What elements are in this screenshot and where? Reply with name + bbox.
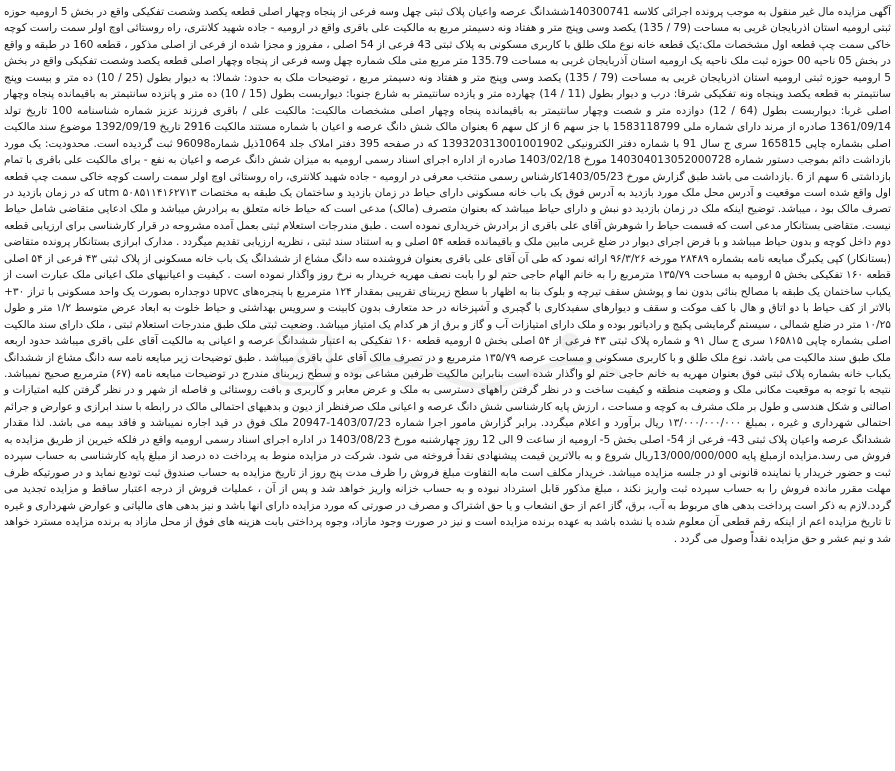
notice-text: آگهی مزایده مال غیر منقول به موجب پرونده اجرائی کلاسه 140300741ششدانگ عرصه واعیان پلاک ثبتی چهل وسه فرعی از پنجاه وچهار اصلی قطعه یکصد وشصت تفکیکی واقع در بخش 5 ارومیه حوزه ثبتی ارومیه استان اذربایجان غربی به مساحت (79 / 135) یکصد وسی وپنج متر و هفتاد ونه دسیمتر مربع به مالکیت علی باقری واقع در ارومیه - جاده شهید کلانتری، راه روستائی اوچ اولر سمت راست کوچه خاکی سمت چپ قطعه اول مشخصات ملک:یک قطعه خانه نوع ملک طلق با کاربری مسکونی به پلاک ثبتی 43 فرعی از 54 اصلی ، مفروز و مجزا شده از فرعی از اصلی مذکور ، قطعه 160 در طبقه و واقع در بخش 05 ناحیه 00 حوزه ثبت ملک ناحیه یک ارومیه استان آذربایجان غربی به مساحت 135.79 متر مربع متی ملک شماره چهل وسه فرعی از پنجاه وچهار اصلی قطعه یکصد وشصت تفکیکی واقع در بخش 5 ارومیه حوزه ثبتی ارومیه استان اذربایجان غربی به مساحت (79 / 135) یکصد وسی وپنج متر و هفتاد ونه دسیمتر مربع ، توضیحات ملک به حدود: شمالا: به دیوار بطول (25 / 10) ده متر و بیست وپنج سانتیمتر به قطعه یکصد وپنجاه ونه تفکیکی شرقا: درب و دیوار بطول (11 / 14) چهارده متر و یازده سانتیمتر به شارع جنوبا: دیواربست بطول (15 / 10) ده متر و پانزده سانتیمتر به باقیمانده پنجاه وچهار اصلی غربا: دیواربست بطول (64 / 12) دوازده متر و شصت وچهار سانتیمتر به باقیمانده پنجاه وچهار اصلی مشخصات مالکیت: مالکیت علی / باقری فرزند عزیز شماره شناسنامه 100 تاریخ تولد 1361/09/14 صادره از مرند دارای شماره ملی 1583118799 با جز سهم 6 از کل سهم 6 بعنوان مالک شش دانگ عرصه و اعیان با شماره مستند مالکیت 2916 تاریخ 1392/09/19 موضوع سند مالکیت اصلی بشماره چاپی 165815 سری ج سال 91 با شماره دفتر الکترونیکی 139320313001001902 که در صفحه 395 دفتر املاک جلد 1064ذیل شماره96098 ثبت گردیده است. محدودیت: یک مورد بازداشت دائم بموجب دستور شماره 140304013052000728 مورخ 1403/02/18 صادره از اداره اجرای اسناد رسمی ارومیه به میزان شش دانگ عرصه و اعیان به نفع - برای مالکیت علی باقری با تمام بازداشتی 6 سهم از 6 .بازداشت می باشد طبق گزارش مورخ 1403/05/23کارشناس رسمی منتخب معرفی در ارومیه - جاده شهید کلانتری، راه روستائی اوچ اولر سمت راست کوچه خاکی سمت چپ قطعه اول واقع شده است موقعیت و آدرس محل ملک مورد بازدید به آدرس فوق یک باب خانه مسکونی دارای حیاط در زمان بازدید و ساختمان یک طبقه به مختصات utm ۵۰۸۵۱۱۴۱۶۲۷۱۳ که در زمان بازدید در تصرف مالک بود ، میباشد. توضیح اینکه ملک در زمان بازدید دو نبش و دارای حیاط میباشد که بعنوان متصرف (مالک) مدعی است که حیاط خانه متعلق به برادرش میباشد و ملک ادعایی متقاضی شامل حیاط نیست. متقاضی بستانکار مدعی است که قسمت حیاط را شوهرش آقای علی باقری از برادرش خریداری نموده است . طبق مندرجات استعلام ثبتی بعمل آمده مشروحه در قرار کارشناسی برای ارزیابی قطعه دوم داخل کوچه و بدون حیاط میباشد و با فرض اجرای دیوار در ضلع غربی مابین ملک و باقیمانده قطعه ۵۴ اصلی و به استناد سند ثبتی ، نظریه ارزیابی تقدیم میگردد . مدارک ابرازی بستانکار پرونده متقاضی (بستانکار) کپی یکبرگ مبایعه نامه بشماره ۲۸۴۸۹ مورخه ۹۶/۳/۲۶ ارائه نمود که طی آن آقای علی باقری بعنوان فروشنده سه دانگ مشاع از ششدانگ یک باب خانه مسکونی از پلاک ثبتی ۴۳ فرعی از ۵۴ اصلی قطعه ۱۶۰ تفکیکی بخش ۵ ارومیه به مساحت ۱۳۵/۷۹ مترمربع را به خانم الهام حاجی حتم لو را بابت نصف مهریه خریدار به نرخ روز واگذار نموده است . کیفیت و اعیانیهای ملک اعیانی ملک عبارت است از یکباب ساختمان یک طبقه با مصالح بنائی بدون نما و پوشش سقف تیرچه و بلوک بنا به اظهار با سطح زیربنای تقریبی بمقدار ۱۲۴ مترمربع با پنجره‌های upvc دوجداره بصورت یک واحد مسکونی با تراز ۳۰+ بالاتر از کف حیاط با دو اتاق و هال با کف موکت و سقف و دیوارهای سفیدکاری با گچبری و آشپزخانه در حد متعارف بدون کابینت و سرویس بهداشتی و حیاط خلوت به ابعاد عرض متوسط ۱/۲ متر و طول ۱۰/۲۵ متر در ضلع شمالی ، سیستم گرمایشی پکیج و رادیاتور بوده و ملک دارای امتیازات آب و گاز و برق از هر کدام یک امتیاز میباشد. وضعیت ثبتی ملک طبق مندرجات استعلام ثبتی ، ملک دارای سند مالکیت اصلی بشماره چاپی ۱۶۵۸۱۵ سری ج سال ۹۱ و شماره پلاک ثبتی ۴۳ فرعی از ۵۴ اصلی بخش ۵ ارومیه قطعه ۱۶۰ تفکیکی به اعتبار ششدانگ عرصه و اعیانی به مالکیت آقای علی باقری میباشد حدود اربعه ملک طبق سند مالکیت می باشد. نوع ملک طلق و با کاربری مسکونی و مساحت عرصه ۱۳۵/۷۹ مترمربع و در تصرف مالک آقای علی باقری میباشد . طبق توضیحات زیر مبایعه نامه سه دانگ مشاع از ششدانگ یکباب خانه بشماره پلاک ثبتی فوق بعنوان مهریه به خانم حاجی حتم لو واگذار شده است بنابراین مالکیت طرفین مشاعی بوده و سطح زیربنای مندرج در توضیحات مبایعه نامه (۶۷) مترمربع صحیح نمیباشد. نتیجه با توجه به موقعیت مکانی ملک و وضعیت منطقه و کیفیت ساخت و در نظر گرفتن راههای دسترسی به ملک و عرض معابر و کاربری و بافت روستائی و فاصله از شهر و در نظر گرفتن کلیه امتیازات و اصالتی و شکل هندسی و طول بر ملک مشرف به کوچه و مساحت ، ارزش پایه کارشناسی شش دانگ عرصه و اعیانی ملک صرفنظر از دیون و بدهیهای احتمالی مالک در رابطه با سند ابرازی و عوارض و جرائم احتمالی شهرداری و غیره ، بمبلغ ۱۳/۰۰۰/۰۰۰/۰۰۰ ریال برآورد و اعلام میگردد. برابر گزارش مامور اجرا شماره 1403/07/23-20947 ملک فوق در قید اجاره نمیباشد و فاقد بیمه می باشد. لذا مقدار ششدانگ عرصه واعیان پلاک ثبتی 43- فرعی از 54- اصلی بخش 5- ارومیه از ساعت 9 الی 12 روز چهارشنبه مورخ 1403/08/23 در اداره اجرای اسناد رسمی ارومیه واقع در فلکه خیرین از طریق مزایده به فروش می رسد.مزایده ازمبلغ پایه 13/000/000/000ریال شروع و به بالاترین قیمت پیشنهادی نقداً فروخته می شود. شرکت در مزایده منوط به پرداخت ده درصد از مبلغ پایه کارشناسی به حساب سپرده ثبت و حضور خریدار یا نماینده قانونی او در جلسه مزایده میباشد. خریدار مکلف است مابه التفاوت مبلغ فروش را ظرف مدت پنج روز از تاریخ مزایده به حساب صندوق ثبت تودیع نماید و در صورتیکه ظرف مهلت مقرر مانده فروش را به حساب سپرده ثبت واریز نکند ، مبلغ مذکور قابل استرداد نبوده و به حساب خزانه واریز خواهد شد و پس از آن ، عملیات فروش از درجه اعتبار ساقط و مزایده تجدید می گردد.لازم به ذکر است پرداخت بدهی های مربوط به آب، برق، گاز اعم از حق انشعاب و یا حق اشتراک و مصرف در صورتی که مورد مزایده دارای انها باشد و نیز بدهی های مالیاتی و عوارض شهرداری و غیره تا تاریخ مزایده اعم از اینکه رقم قطعی آن معلوم شده یا نشده باشد به عهده برنده مزایده است و نیز در صورت وجود مازاد، وجوه پرداختی بابت هزینه های فوق از محل مازاد به برنده مزایده مسترد خواهد شد و نیم عشر و حق مزایده نقداً وصول می گردد . bbox=[4, 6, 892, 545]
auction-notice bbox=[4, 4, 891, 767]
